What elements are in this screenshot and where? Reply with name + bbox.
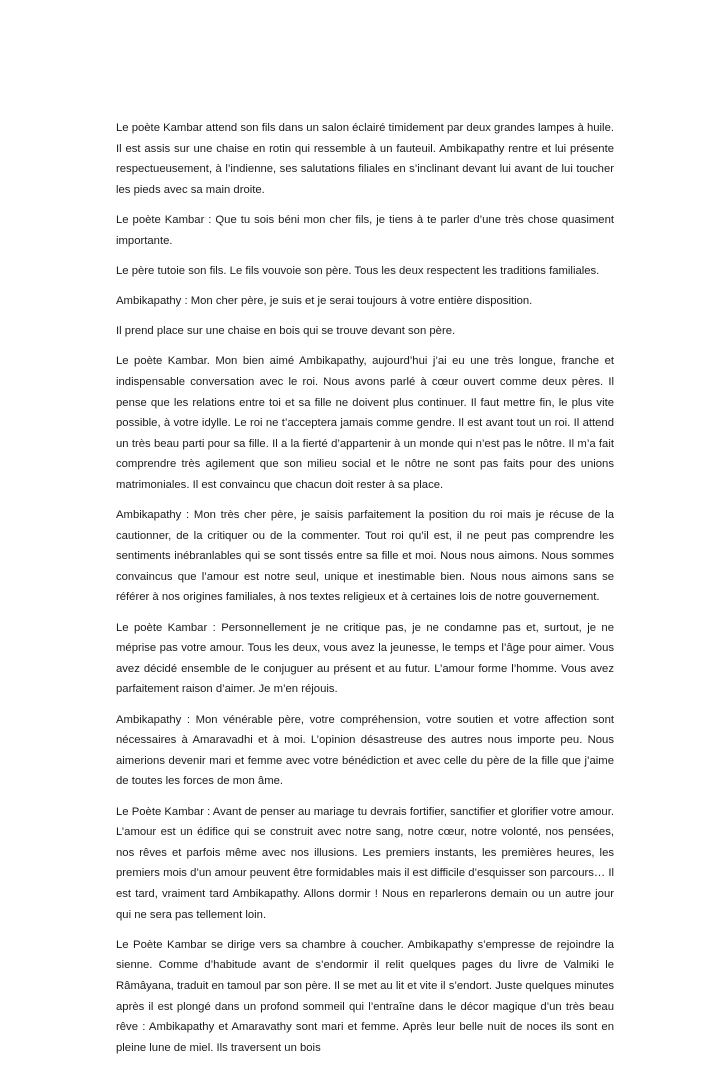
paragraph: Le poète Kambar : Que tu sois béni mon cher fils, je tiens à te parler d’une très chose quasiment importante.	[116, 213, 614, 247]
paragraph: Le Poète Kambar : Avant de penser au mariage tu devrais fortifier, sanctifier et glorifier votre amour. L’amour est un édifice qui se construit avec notre sang, notre cœur, notre volonté, nos pensées, nos rêves et parfois même avec nos illusions. Les premiers instants, les premières heures, les premiers mois d’un amour peuvent être formidables mais il est difficile d’esquisser son parcours… Il est tard, vraiment tard Ambikapathy. Allons dormir ! Nous en reparlerons demain ou un autre jour qui ne sera pas tellement loin.	[116, 805, 614, 921]
paragraph: Le poète Kambar : Personnellement je ne critique pas, je ne condamne pas et, surtout, je ne méprise pas votre amour. Tous les deux, vous avez la jeunesse, le temps et l’âge pour aimer. Vous avez décidé ensemble de le conjuguer au présent et au futur. L’amour forme l’homme. Vous avez parfaitement raison d’aimer. Je m’en réjouis.	[116, 621, 614, 696]
paragraph: Le poète Kambar attend son fils dans un salon éclairé timidement par deux grandes lampes à huile. Il est assis sur une chaise en rotin qui ressemble à un fauteuil. Ambikapathy rentre et lui présente respectueusement, à l’indienne, ses salutations filiales en s’inclinant devant lui avant de lui toucher les pieds avec sa main droite.	[116, 122, 614, 196]
paragraph: Le poète Kambar. Mon bien aimé Ambikapathy, aujourd’hui j’ai eu une très longue, franche et indispensable conversation avec le roi. Nous avons parlé à cœur ouvert comme deux pères. Il pense que les relations entre toi et sa fille ne doivent plus continuer. Il faut mettre fin, le plus vite possible, à votre idylle. Le roi ne t’acceptera jamais comme gendre. Il est avant tout un roi. Il attend un très beau parti pour sa fille. Il a la fierté d’appartenir à un monde qui n’est pas le nôtre. Il m’a fait comprendre très agilement que son milieu social et le nôtre ne sont pas faits pour des unions matrimoniales. Il est convaincu que chacun doit rester à sa place.	[116, 355, 614, 491]
document-page	[116, 118, 614, 1068]
paragraph: Le Poète Kambar se dirige vers sa chambre à coucher. Ambikapathy s’empresse de rejoindre la sienne. Comme d’habitude avant de s’endormir il relit quelques pages du livre de Valmiki le Râmâyana, traduit en tamoul par son père. Il se met au lit et vite il s’endort. Juste quelques minutes après il est plongé dans un profond sommeil qui l’entraîne dans le décor magique d’un très beau rêve : Ambikapathy et Amaravathy sont mari et femme. Après leur belle nuit de noces ils sont en pleine lune de miel. Ils traversent un bois	[116, 938, 614, 1054]
paragraph: Ambikapathy : Mon cher père, je suis et je serai toujours à votre entière disposition.	[116, 294, 533, 307]
paragraph: Ambikapathy : Mon vénérable père, votre compréhension, votre soutien et votre affection sont nécessaires à Amaravadhi et à moi. L’opinion désastreuse des autres nous importe peu. Nous aimerions devenir mari et femme avec votre bénédiction et avec celle du père de la fille que j’aime de toutes les forces de mon âme.	[116, 713, 614, 788]
paragraph: Le père tutoie son fils. Le fils vouvoie son père. Tous les deux respectent les traditions familiales.	[116, 264, 600, 277]
paragraph: Ambikapathy : Mon très cher père, je saisis parfaitement la position du roi mais je récuse de la cautionner, de la critiquer ou de la commenter. Tout roi qu’il est, il ne peut pas comprendre les sentiments inébranlables qui se sont tissés entre sa fille et moi. Nous nous aimons. Nous sommes convaincus que l’amour est notre seul, unique et inestimable bien. Nous nous aimons sans se référer à nos origines familiales, à nos textes religieux et à certaines lois de notre gouvernement.	[116, 509, 614, 604]
paragraph: Il prend place sur une chaise en bois qui se trouve devant son père.	[116, 325, 456, 338]
